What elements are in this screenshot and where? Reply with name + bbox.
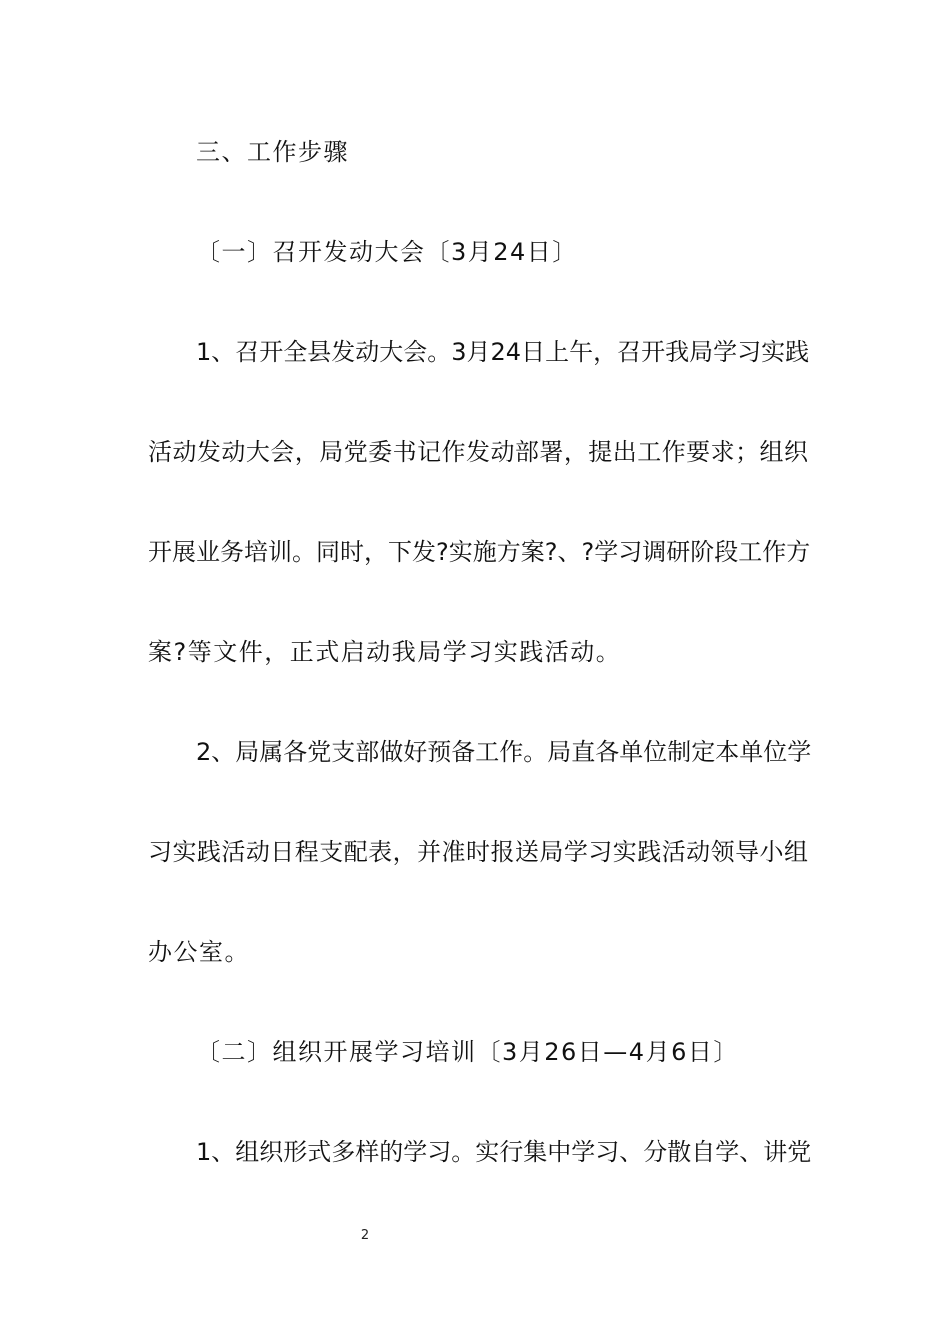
paragraph-line: 办公室。 (148, 938, 250, 966)
paragraph-line: 2、局属各党支部做好预备工作。局直各单位制定本单位学 (196, 738, 812, 766)
page-number: 2 (360, 1228, 370, 1243)
section-heading-work-steps: 三、工作步骤 (196, 138, 349, 166)
paragraph-line: 案?等文件，正式启动我局学习实践活动。 (148, 638, 622, 666)
paragraph-line: 开展业务培训。同时，下发?实施方案?、?学习调研阶段工作方 (148, 538, 811, 566)
paragraph-line: 习实践活动日程支配表，并准时报送局学习实践活动领导小组 (148, 838, 808, 866)
paragraph-line: 1、组织形式多样的学习。实行集中学习、分散自学、讲党 (196, 1138, 812, 1166)
subheading-study-training: 〔二〕组织开展学习培训〔3月26日—4月6日〕 (196, 1038, 739, 1066)
paragraph-line: 1、召开全县发动大会。3月24日上午，召开我局学习实践 (196, 338, 810, 366)
paragraph-line: 活动发动大会，局党委书记作发动部署，提出工作要求；组织 (148, 438, 808, 466)
subheading-mobilization-meeting: 〔一〕召开发动大会〔3月24日〕 (196, 238, 578, 266)
